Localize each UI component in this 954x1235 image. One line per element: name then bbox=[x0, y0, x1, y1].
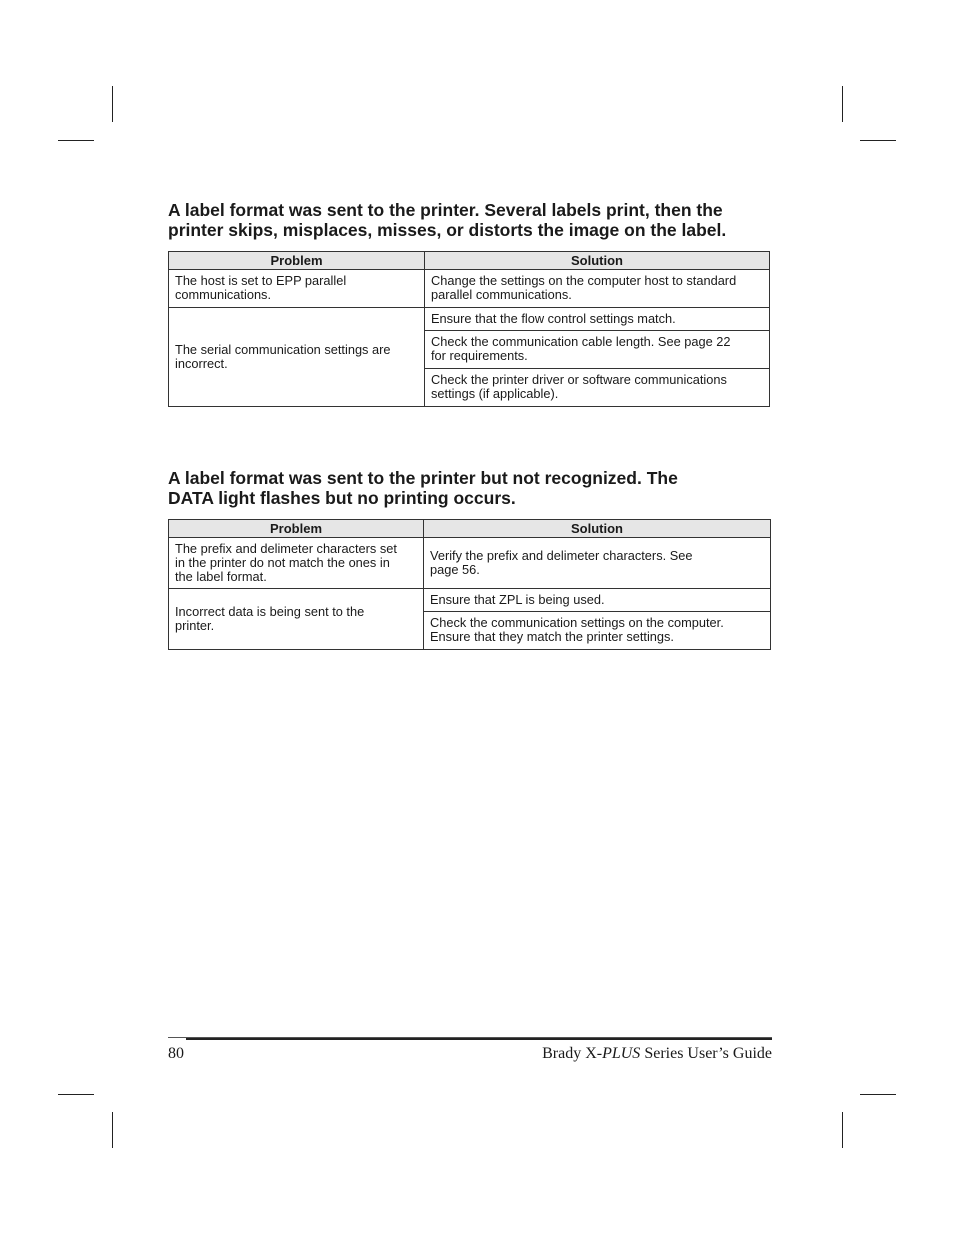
crop-mark bbox=[860, 140, 896, 141]
table-row bbox=[169, 308, 770, 331]
table-header-row bbox=[169, 252, 770, 270]
problem-text: Incorrect data is being sent to the bbox=[175, 603, 365, 619]
problem-text: The serial communication settings are bbox=[175, 341, 391, 357]
section2-heading bbox=[168, 468, 788, 508]
column-header-problem: Problem bbox=[169, 520, 424, 538]
table-header-row bbox=[169, 520, 771, 538]
solution-text: settings (if applicable). bbox=[431, 386, 559, 401]
table-row bbox=[169, 270, 770, 308]
footer-title bbox=[542, 1045, 772, 1063]
heading-line: A label format was sent to the printer. Several labels print, then the bbox=[168, 200, 723, 220]
heading-line: printer skips, misplaces, misses, or distorts the image on the label. bbox=[168, 220, 727, 240]
column-header-solution: Solution bbox=[424, 520, 771, 538]
solution-text: Ensure that ZPL is being used. bbox=[430, 591, 605, 607]
troubleshooting-table-2 bbox=[168, 519, 771, 650]
solution-cell bbox=[425, 331, 770, 369]
footer-rule bbox=[186, 1038, 772, 1040]
problem-text: the label format. bbox=[175, 568, 267, 584]
problem-text: in the printer do not match the ones in bbox=[175, 554, 390, 570]
column-header-problem: Problem bbox=[169, 252, 425, 270]
crop-mark bbox=[842, 1112, 843, 1148]
crop-mark bbox=[58, 140, 94, 141]
solution-cell bbox=[425, 369, 770, 407]
solution-cell bbox=[424, 589, 771, 612]
footer-title-suffix: Series User’s Guide bbox=[640, 1045, 772, 1062]
problem-text: printer. bbox=[175, 617, 215, 633]
problem-text: incorrect. bbox=[175, 355, 228, 371]
problem-cell bbox=[169, 589, 424, 650]
solution-text: for requirements. bbox=[431, 348, 528, 363]
solution-text: Check the printer driver or software communications bbox=[431, 372, 727, 387]
problem-cell bbox=[169, 308, 425, 407]
heading-line: A label format was sent to the printer but not recognized. The bbox=[168, 468, 678, 488]
problem-cell bbox=[169, 538, 424, 589]
crop-mark bbox=[58, 1094, 94, 1095]
solution-text: Check the communication settings on the computer. bbox=[430, 615, 724, 630]
solution-text: Ensure that they match the printer settings. bbox=[430, 629, 674, 644]
crop-mark bbox=[112, 86, 113, 122]
problem-text: communications. bbox=[175, 287, 272, 302]
page-number: 80 bbox=[168, 1045, 184, 1062]
table-row bbox=[169, 589, 771, 612]
solution-text: Change the settings on the computer host to standard bbox=[431, 273, 737, 288]
problem-text: The prefix and delimeter characters set bbox=[175, 540, 397, 556]
troubleshooting-table-1 bbox=[168, 251, 770, 407]
solution-cell bbox=[425, 270, 770, 308]
footer-title-prefix: Brady X- bbox=[542, 1045, 603, 1062]
heading-line: DATA light flashes but no printing occurs. bbox=[168, 488, 516, 508]
problem-cell bbox=[169, 270, 425, 308]
crop-mark bbox=[112, 1112, 113, 1148]
solution-text: parallel communications. bbox=[431, 287, 572, 302]
problem-text: The host is set to EPP parallel bbox=[175, 273, 347, 288]
solution-text: Ensure that the flow control settings match. bbox=[431, 310, 676, 326]
solution-text: Verify the prefix and delimeter characters. See bbox=[430, 547, 693, 563]
table-row bbox=[169, 538, 771, 589]
footer-title-italic: PLUS bbox=[602, 1045, 641, 1062]
crop-mark bbox=[842, 86, 843, 122]
solution-cell bbox=[425, 308, 770, 331]
solution-text: page 56. bbox=[430, 561, 480, 577]
solution-cell bbox=[424, 612, 771, 650]
crop-mark bbox=[860, 1094, 896, 1095]
column-header-solution: Solution bbox=[425, 252, 770, 270]
section1-heading bbox=[168, 200, 788, 240]
solution-text: Check the communication cable length. See page 22 bbox=[431, 334, 731, 349]
solution-cell bbox=[424, 538, 771, 589]
